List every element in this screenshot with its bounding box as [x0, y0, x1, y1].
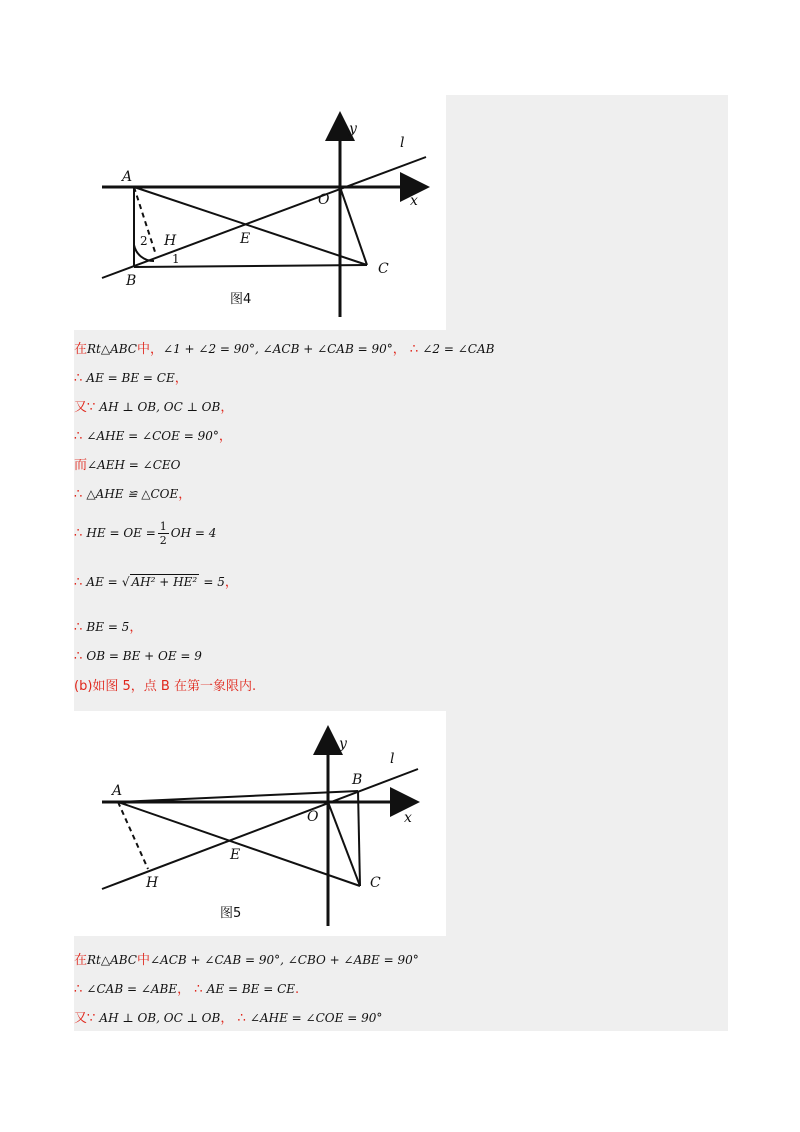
fig5-label-l: l	[390, 751, 395, 767]
fig4-label-b: B	[126, 273, 137, 289]
solution-line-10: ∴ OB = BE + OE = 9	[74, 649, 202, 664]
fig5-caption: 图5	[220, 906, 242, 921]
solution-line-1: 在Rt△ABC中，∠1 + ∠2 = 90°, ∠ACB + ∠CAB = 90°， ∴ ∠2 = ∠CAB	[74, 342, 495, 357]
square-root: AH² + HE²	[131, 575, 198, 589]
solution-line-13: ∴ ∠CAB = ∠ABE， ∴ AE = BE = CE.	[74, 982, 300, 997]
solution-line-4: ∴ ∠AHE = ∠COE = 90°，	[74, 429, 232, 444]
fig4-label-a: A	[122, 169, 133, 185]
solution-line-9: ∴ BE = 5，	[74, 620, 143, 635]
solution-line-11: (b)如图 5，点 B 在第一象限内.	[74, 679, 257, 694]
solution-line-5: 而∠AEH = ∠CEO	[74, 458, 181, 473]
fig4-caption: 图4	[230, 292, 252, 307]
fig5-label-y: y	[339, 736, 347, 752]
fig4-label-e: E	[240, 231, 251, 247]
fig5-label-c: C	[370, 875, 381, 891]
figure-4	[74, 95, 446, 330]
fig4-label-angle-1: 1	[172, 252, 180, 266]
fig5-label-e: E	[230, 847, 241, 863]
fig4-label-angle-2: 2	[140, 234, 148, 248]
fig5-label-x: x	[404, 810, 412, 826]
fig4-label-c: C	[378, 261, 389, 277]
fig4-label-x: x	[410, 193, 418, 209]
solution-line-8: ∴ AE = √ AH² + HE² = 5，	[74, 575, 238, 590]
fig5-label-a: A	[112, 783, 123, 799]
solution-line-6: ∴ △AHE ≌ △COE，	[74, 487, 192, 502]
fig5-label-o: O	[307, 809, 319, 825]
solution-line-12: 在Rt△ABC中∠ACB + ∠CAB = 90°, ∠CBO + ∠ABE = 90°	[74, 953, 419, 968]
solution-line-7: ∴ HE = OE = $\frac{1}{2}$ OH = 4	[74, 520, 217, 547]
fig4-label-o: O	[318, 192, 330, 208]
solution-line-14: 又∵ AH ⊥ OB, OC ⊥ OB， ∴ ∠AHE = ∠COE = 90°	[74, 1011, 383, 1026]
solution-line-3: 又∵ AH ⊥ OB, OC ⊥ OB，	[74, 400, 234, 415]
fraction-one-half: $\frac{1}{2}$	[159, 520, 167, 547]
fig5-label-h: H	[146, 875, 159, 891]
fig4-label-h: H	[164, 233, 177, 249]
figure-5	[74, 711, 446, 936]
solution-line-2: ∴ AE = BE = CE，	[74, 371, 188, 386]
fig4-label-y: y	[349, 121, 357, 137]
fig4-label-l: l	[400, 135, 405, 151]
fig5-label-b: B	[352, 772, 363, 788]
